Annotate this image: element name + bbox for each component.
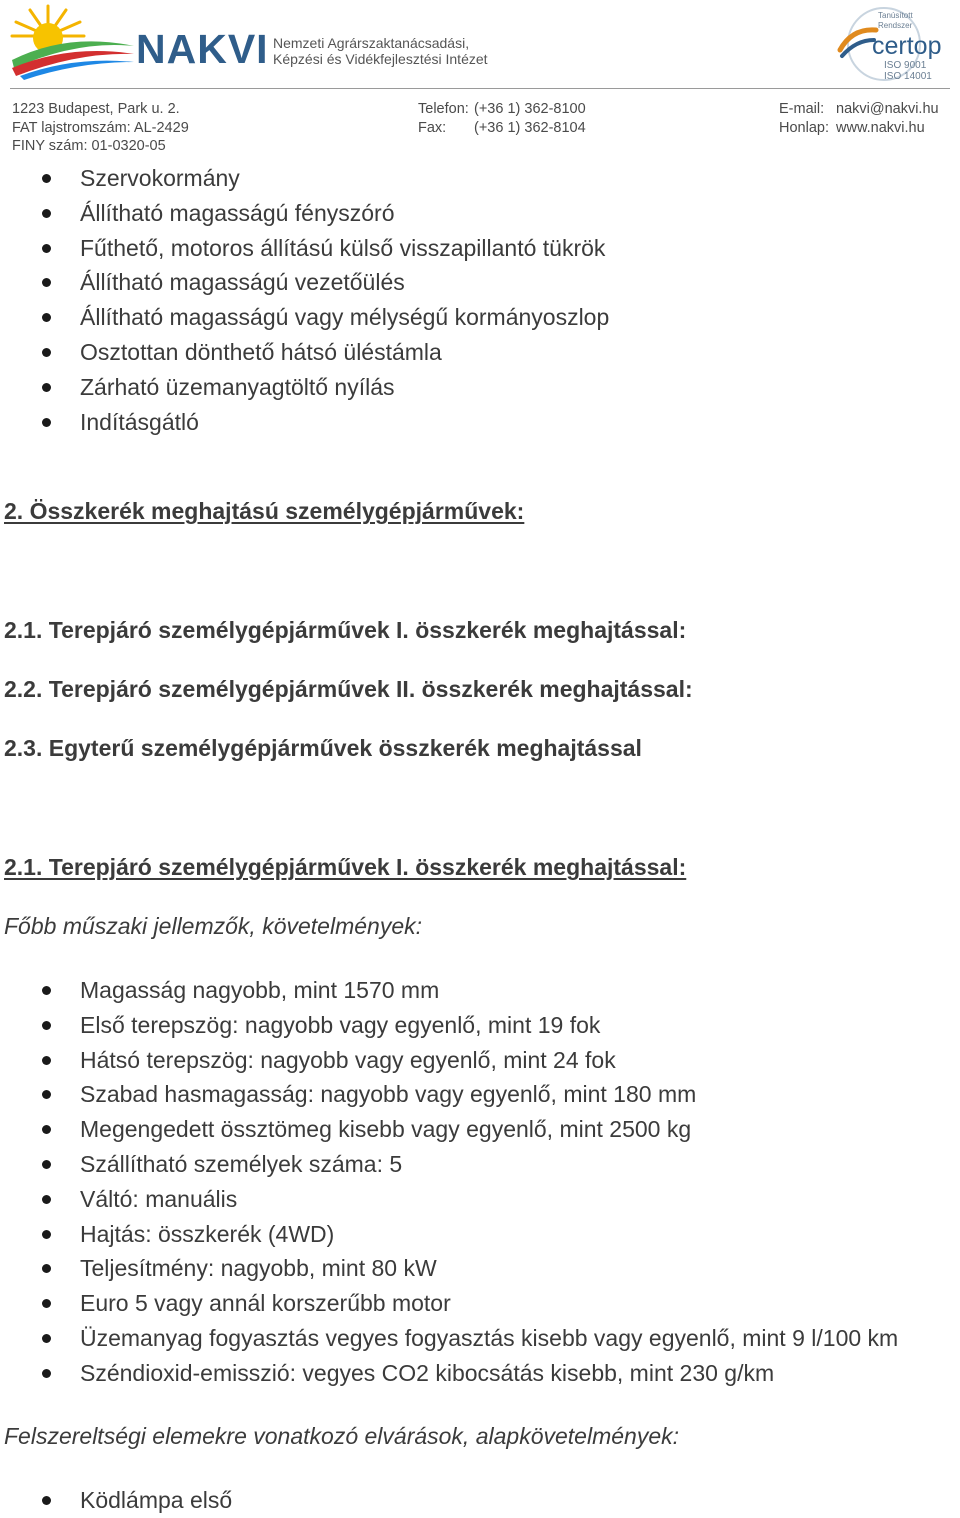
list-item: Első terepszög: nagyobb vagy egyenlő, mint 19 fok [0,1008,898,1043]
cert-name: certop [872,32,942,60]
list-item: Zárható üzemanyagtöltő nyílás [0,370,609,405]
bullet-icon [42,1496,51,1505]
fax-label: Fax: [418,119,447,136]
bullet-icon [42,1090,51,1099]
toc-item-2-1: 2.1. Terepjáró személygépjárművek I. összkerék meghajtással: [4,617,687,643]
email-label: E-mail: [779,101,825,117]
finy-number: FINY szám: 01-0320-05 [12,138,166,154]
header-contact-block [779,100,939,137]
list-item: Hátsó terepszög: nagyobb vagy egyenlő, mint 24 fok [0,1043,898,1078]
nakvi-sun-logo-icon [8,2,136,80]
brand-subtitle-line-2: Képzési és Vidékfejlesztési Intézet [273,51,488,67]
bullet-icon [42,278,51,287]
cert-iso-2: ISO 14001 [884,71,932,82]
list-item: Ködlámpa első [0,1483,232,1518]
list-item: Szervokormány [0,161,609,196]
bullet-icon [42,1299,51,1308]
list-item: Teljesítmény: nagyobb, mint 80 kW [0,1251,898,1286]
address: 1223 Budapest, Park u. 2. [12,101,180,117]
bullet-icon [42,986,51,995]
website[interactable]: www.nakvi.hu [836,119,925,136]
web-label: Honlap: [779,119,829,136]
list-item: Hajtás: összkerék (4WD) [0,1217,898,1252]
cert-iso-1: ISO 9001 [884,60,927,71]
list-item: Osztottan dönthető hátsó üléstámla [0,335,609,370]
phone-number: (+36 1) 362-8100 [474,101,586,117]
bullet-icon [42,1195,51,1204]
bullet-icon [42,418,51,427]
equipment-list [0,1483,232,1518]
bullet-icon [42,1056,51,1065]
list-item: Magasság nagyobb, mint 1570 mm [0,973,898,1008]
toc-item-2-3: 2.3. Egyterű személygépjárművek összkerék meghajtással [4,735,642,761]
bullet-icon [42,244,51,253]
toc-item-2-2: 2.2. Terepjáró személygépjárművek II. összkerék meghajtással: [4,676,693,702]
brand-name: NAKVI [136,26,269,72]
specs-subheading: Főbb műszaki jellemzők, követelmények: [4,913,422,939]
list-item: Állítható magasságú vezetőülés [0,265,609,300]
section-heading-2-1: 2.1. Terepjáró személygépjárművek I. összkerék meghajtással: [4,854,687,880]
header-phone-block [418,100,586,137]
equipment-subheading: Felszereltségi elemekre vonatkozó elvárások, alapkövetelmények: [4,1423,679,1449]
bullet-icon [42,1264,51,1273]
brand-subtitle [273,35,488,67]
bullet-icon [42,348,51,357]
bullet-icon [42,174,51,183]
equipment-list-continued [0,161,609,439]
list-item: Fűthető, motoros állítású külső visszapillantó tükrök [0,231,609,266]
header-address-block [12,100,189,156]
brand-subtitle-line-1: Nemzeti Agrárszaktanácsadási, [273,35,470,51]
list-item: Indításgátló [0,405,609,440]
cert-small-1: Tanúsított [878,11,913,20]
bullet-icon [42,1160,51,1169]
list-item: Széndioxid-emisszió: vegyes CO2 kibocsátás kisebb, mint 230 g/km [0,1356,898,1391]
letterhead [0,0,960,160]
bullet-icon [42,1369,51,1378]
bullet-icon [42,313,51,322]
bullet-icon [42,1125,51,1134]
bullet-icon [42,1334,51,1343]
email-address[interactable]: nakvi@nakvi.hu [836,101,939,117]
list-item: Üzemanyag fogyasztás vegyes fogyasztás kisebb vagy egyenlő, mint 9 l/100 km [0,1321,898,1356]
bullet-icon [42,209,51,218]
list-item: Állítható magasságú fényszóró [0,196,609,231]
phone-label: Telefon: [418,101,469,117]
list-item: Szállítható személyek száma: 5 [0,1147,898,1182]
list-item: Euro 5 vagy annál korszerűbb motor [0,1286,898,1321]
bullet-icon [42,1230,51,1239]
header-divider [10,88,950,89]
section-heading-2: 2. Összkerék meghajtású személygépjárművek: [4,498,525,524]
list-item: Váltó: manuális [0,1182,898,1217]
list-item: Megengedett össztömeg kisebb vagy egyenlő, mint 2500 kg [0,1112,898,1147]
specs-list [0,973,898,1391]
certop-certification-logo [832,4,956,84]
list-item: Szabad hasmagasság: nagyobb vagy egyenlő, mint 180 mm [0,1077,898,1112]
fat-number: FAT lajstromszám: AL-2429 [12,119,189,136]
bullet-icon [42,1021,51,1030]
bullet-icon [42,383,51,392]
cert-small-2: Rendszer [878,21,913,30]
fax-number: (+36 1) 362-8104 [474,119,586,136]
list-item: Állítható magasságú vagy mélységű kormányoszlop [0,300,609,335]
